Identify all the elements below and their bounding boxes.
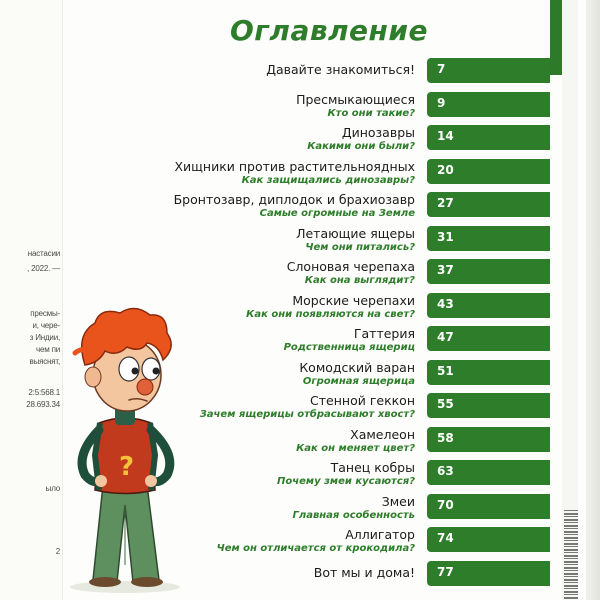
toc-entry-subtitle: Как они появляются на свет? <box>246 309 415 320</box>
toc-entry-texts <box>296 92 415 120</box>
page-number-bar <box>427 427 550 452</box>
left-page-fragment: , 2022. — <box>27 264 60 273</box>
toc-entry-subtitle: Как она выглядит? <box>304 275 415 286</box>
toc-entry-texts <box>293 494 416 522</box>
toc-entry[interactable] <box>150 527 550 557</box>
toc-entry-title: Танец кобры <box>330 460 415 475</box>
toc-entry-title: Морские черепахи <box>292 293 415 308</box>
toc-entry-subtitle: Чем они питались? <box>305 242 415 253</box>
page-number: 77 <box>437 565 454 579</box>
toc-entry-texts <box>307 125 415 153</box>
toc-entry[interactable] <box>150 494 550 524</box>
toc-entry-texts <box>174 159 415 187</box>
toc-entry-title: Комодский варан <box>299 360 415 375</box>
page-number: 51 <box>437 364 454 378</box>
toc-entry[interactable] <box>150 427 550 457</box>
toc-entry-texts <box>217 527 415 555</box>
page-number: 20 <box>437 163 454 177</box>
toc-entry-title: Пресмыкающиеся <box>296 92 415 107</box>
page-number: 63 <box>437 464 454 478</box>
toc-entry[interactable] <box>150 293 550 323</box>
toc-entry-title: Гаттерия <box>353 326 415 341</box>
page-number-bar <box>427 226 550 251</box>
left-page-fragment: настасии <box>27 249 60 258</box>
toc-entry-title: Динозавры <box>341 125 415 140</box>
toc-entry-subtitle: Почему змеи кусаются? <box>277 476 415 487</box>
left-page-fragment: 2 <box>55 547 60 556</box>
toc-entry[interactable] <box>150 360 550 390</box>
page-number: 31 <box>437 230 454 244</box>
left-page-fragment: з Индии, <box>29 333 60 342</box>
svg-text:?: ? <box>119 452 135 482</box>
toc-entry-title: Хамелеон <box>350 427 415 442</box>
toc-entry-texts <box>284 326 415 354</box>
toc-entry-texts <box>266 62 415 77</box>
page-number-bar <box>427 326 550 351</box>
toc-entry-title: Вот мы и дома! <box>313 565 415 580</box>
page-title: Оглавление <box>230 14 429 47</box>
toc-entry-texts <box>296 226 415 254</box>
toc-entry[interactable] <box>150 125 550 155</box>
page-number-bar <box>427 494 550 519</box>
toc-entry[interactable] <box>150 192 550 222</box>
page-number: 43 <box>437 297 454 311</box>
toc-entry-texts <box>246 293 415 321</box>
page-number: 9 <box>437 96 446 110</box>
page-number-bar <box>427 293 550 318</box>
toc-entry-texts <box>200 393 415 421</box>
page-number-bar <box>427 561 550 586</box>
page-number-bar <box>427 125 550 150</box>
toc-entry[interactable] <box>150 460 550 490</box>
toc-entry-title: Летающие ящеры <box>296 226 415 241</box>
toc-entry[interactable] <box>150 58 550 88</box>
toc-entry-title: Змеи <box>381 494 415 509</box>
toc-entry-subtitle: Родственница ящериц <box>283 342 415 353</box>
page-number: 14 <box>437 129 454 143</box>
left-page-fragment: ыло <box>45 484 60 493</box>
page-number: 74 <box>437 531 454 545</box>
page-number-bar <box>427 92 550 117</box>
toc-entry-subtitle: Кто они такие? <box>327 108 415 119</box>
toc-entry-subtitle: Главная особенность <box>292 510 415 521</box>
toc-entry-title: Стенной геккон <box>310 393 415 408</box>
toc-entry-subtitle: Огромная ящерица <box>302 376 415 387</box>
toc-entry[interactable] <box>150 226 550 256</box>
toc-entry-title: Аллигатор <box>345 527 415 542</box>
page-number-bar <box>427 393 550 418</box>
page-number-bar <box>427 360 550 385</box>
left-page-fragment: и, чере- <box>32 321 60 330</box>
page-number: 47 <box>437 330 454 344</box>
toc-entry[interactable] <box>150 159 550 189</box>
toc-entry-subtitle: Как он меняет цвет? <box>296 443 415 454</box>
toc-entry-subtitle: Чем он отличается от крокодила? <box>216 543 415 554</box>
toc-entry-title: Давайте знакомиться! <box>266 62 415 77</box>
toc-entry-title: Слоновая черепаха <box>286 259 415 274</box>
page-number-bar <box>427 159 550 184</box>
toc-entry-texts <box>174 192 415 220</box>
left-page-fragment: выяснят, <box>29 357 60 366</box>
boy-illustration <box>55 305 205 595</box>
page-number-bar <box>427 58 550 83</box>
toc-entry[interactable] <box>150 259 550 289</box>
toc-entry[interactable] <box>150 393 550 423</box>
toc-entry-subtitle: Зачем ящерицы отбрасывают хвост? <box>199 409 415 420</box>
toc-entry-subtitle: Самые огромные на Земле <box>259 208 415 219</box>
left-page-fragment: 28.693.34 <box>26 400 60 409</box>
left-page-fragment: чем пи <box>36 345 60 354</box>
toc-entry-title: Бронтозавр, диплодок и брахиозавр <box>173 192 415 207</box>
page-number-bar <box>427 527 550 552</box>
toc-entry-texts <box>296 427 415 455</box>
toc-entry-subtitle: Как защищались динозавры? <box>241 175 415 186</box>
toc-entry[interactable] <box>150 326 550 356</box>
page-number-bar <box>427 192 550 217</box>
page-number-bar <box>427 259 550 284</box>
toc-entry-title: Хищники против растительноядных <box>174 159 415 174</box>
toc-entry-subtitle: Какими они были? <box>307 141 415 152</box>
page-number: 37 <box>437 263 454 277</box>
toc-entry-texts <box>314 565 415 580</box>
page-number-bar <box>427 460 550 485</box>
page-number: 58 <box>437 431 454 445</box>
toc-entry[interactable] <box>150 561 550 591</box>
page-number: 7 <box>437 62 446 76</box>
toc-entry-texts <box>299 360 415 388</box>
page-number: 27 <box>437 196 454 210</box>
left-page-fragment: пресмы- <box>30 309 60 318</box>
page-number: 55 <box>437 397 454 411</box>
toc-entry[interactable] <box>150 92 550 122</box>
left-page-fragment: 2:5:568.1 <box>28 388 60 397</box>
page-number: 70 <box>437 498 454 512</box>
toc-entry-texts <box>277 460 415 488</box>
toc-entry-texts <box>287 259 415 287</box>
